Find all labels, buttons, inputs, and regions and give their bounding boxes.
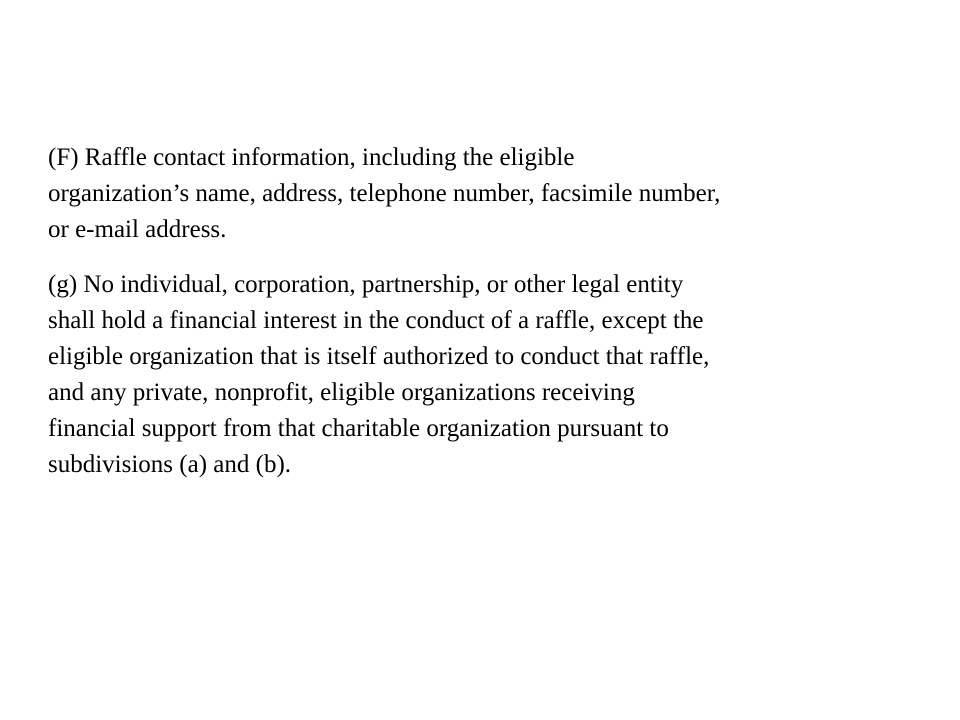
text-line: shall hold a financial interest in the conduct of a raffle, except the <box>48 307 704 334</box>
text-line: eligible organization that is itself authorized to conduct that raffle, <box>48 343 710 370</box>
text-line: (g) No individual, corporation, partnership, or other legal entity <box>48 271 684 298</box>
text-line: financial support from that charitable organization pursuant to <box>48 415 669 442</box>
text-line: or e-mail address. <box>48 216 227 243</box>
text-line: subdivisions (a) and (b). <box>48 451 292 478</box>
paragraph-f <box>48 140 918 248</box>
text-line: organization’s name, address, telephone number, facsimile number, <box>48 180 721 207</box>
paragraph-g <box>48 267 918 483</box>
body-text <box>48 140 918 483</box>
text-line: and any private, nonprofit, eligible organizations receiving <box>48 379 635 406</box>
text-line: (F) Raffle contact information, including the eligible <box>48 144 575 171</box>
